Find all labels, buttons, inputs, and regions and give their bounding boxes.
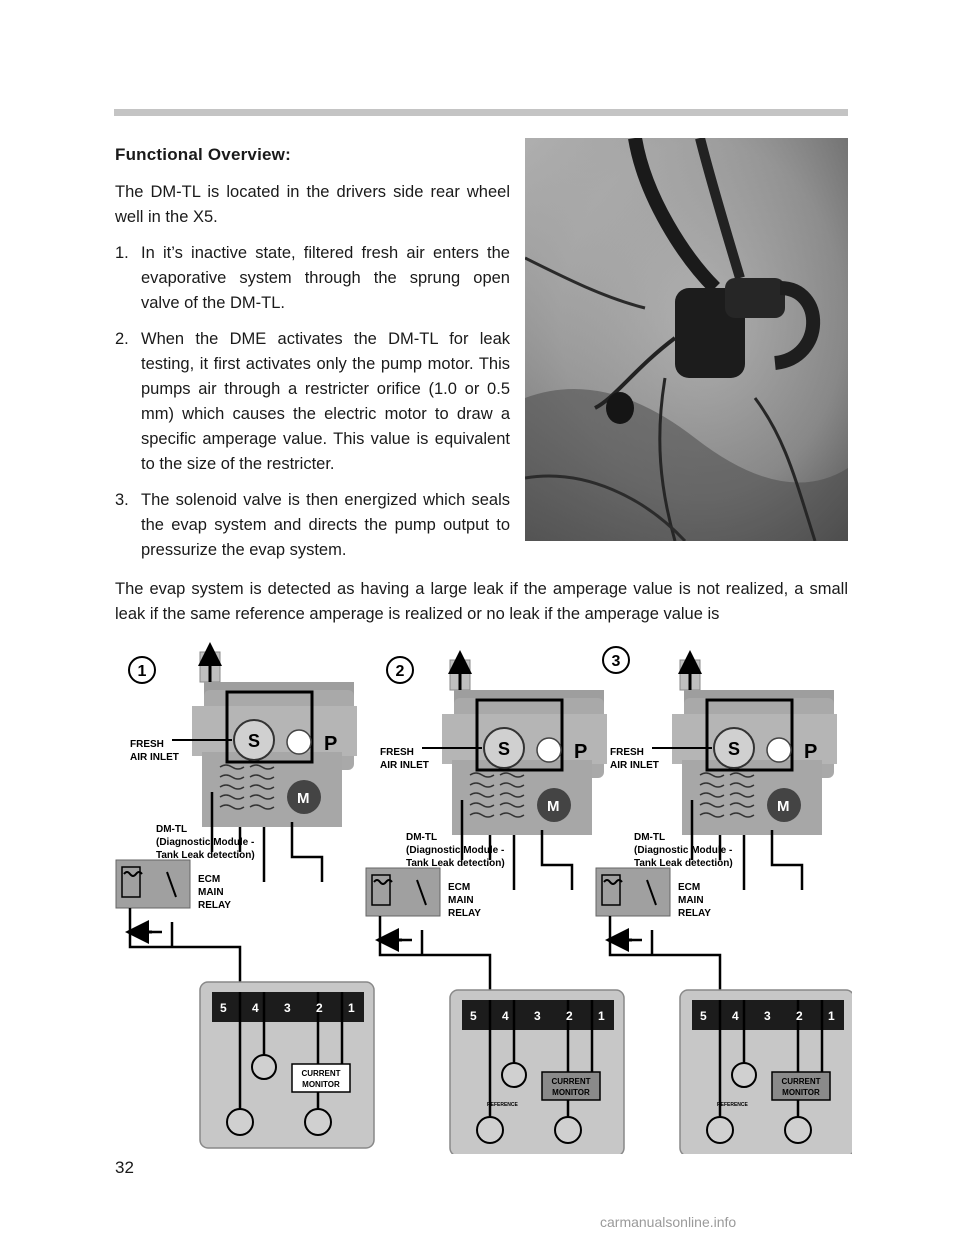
- svg-text:DM-TL: DM-TL: [406, 832, 438, 843]
- svg-text:5: 5: [220, 1001, 227, 1015]
- footer-watermark[interactable]: carmanualsonline.info: [600, 1214, 737, 1230]
- svg-text:1: 1: [598, 1009, 605, 1023]
- svg-text:2: 2: [796, 1009, 803, 1023]
- svg-text:S: S: [498, 739, 511, 759]
- dmtl-photo-image: [525, 138, 848, 541]
- svg-text:S: S: [728, 739, 741, 759]
- svg-text:FRESH: FRESH: [130, 739, 164, 750]
- svg-text:DM-TL: DM-TL: [634, 832, 666, 843]
- fresh-air-label-2: [380, 747, 429, 771]
- svg-text:CURRENT: CURRENT: [781, 1077, 821, 1086]
- svg-text:1: 1: [828, 1009, 835, 1023]
- list-item: [115, 488, 510, 563]
- svg-text:ECM: ECM: [678, 882, 701, 893]
- svg-text:1: 1: [137, 663, 147, 680]
- relay-label-2: [448, 882, 481, 919]
- dmtl-operation-diagrams: [112, 642, 852, 1154]
- svg-text:RELAY: RELAY: [198, 900, 231, 911]
- svg-text:P: P: [324, 733, 338, 755]
- svg-text:AIR INLET: AIR INLET: [380, 760, 429, 771]
- step-text: When the DME activates the DM-TL for leak testing, it first activates only the pump motor. This pumps air through a restricter orifice (1.0 or 0.5 mm) which causes the electric motor to draw a specific amperage value. This value is equivalent to the size of the restricter.: [141, 330, 510, 473]
- relay-label-1: [198, 874, 231, 911]
- top-rule: [114, 109, 848, 116]
- svg-text:DM-TL: DM-TL: [156, 824, 188, 835]
- step-number: 2.: [115, 330, 129, 348]
- intro-paragraph: The DM-TL is located in the drivers side rear wheel well in the X5.: [115, 183, 510, 226]
- svg-text:M: M: [777, 798, 790, 815]
- step-text: In it’s inactive state, filtered fresh air enters the evaporative system through the sprung open valve of the DM-TL.: [141, 244, 510, 312]
- dmtl-label-3: [634, 832, 733, 869]
- step-number: 3.: [115, 491, 129, 509]
- svg-text:4: 4: [732, 1009, 739, 1023]
- panel-number-3: [603, 647, 629, 673]
- svg-text:REFERENCE: REFERENCE: [717, 1102, 748, 1108]
- svg-text:AIR INLET: AIR INLET: [610, 760, 659, 771]
- relay-label-3: [678, 882, 711, 919]
- svg-text:2: 2: [395, 663, 405, 680]
- svg-text:MAIN: MAIN: [678, 895, 704, 906]
- svg-text:4: 4: [252, 1001, 259, 1015]
- current-monitor-1: [292, 1064, 350, 1092]
- dmtl-photo: [525, 138, 848, 541]
- svg-text:CURRENT: CURRENT: [301, 1069, 341, 1078]
- svg-text:ECM: ECM: [198, 874, 221, 885]
- svg-text:5: 5: [470, 1009, 477, 1023]
- svg-text:AIR INLET: AIR INLET: [130, 752, 179, 763]
- text-column: [115, 180, 510, 574]
- svg-text:MONITOR: MONITOR: [782, 1088, 820, 1097]
- panel-number-2: [387, 657, 413, 683]
- svg-text:MAIN: MAIN: [448, 895, 474, 906]
- svg-text:3: 3: [764, 1009, 771, 1023]
- svg-text:M: M: [297, 790, 310, 807]
- svg-text:MAIN: MAIN: [198, 887, 224, 898]
- section-heading: Functional Overview:: [115, 145, 291, 164]
- svg-text:Tank Leak detection): Tank Leak detection): [406, 858, 505, 869]
- svg-text:FRESH: FRESH: [610, 747, 644, 758]
- svg-text:Tank Leak detection): Tank Leak detection): [634, 858, 733, 869]
- step-number: 1.: [115, 244, 129, 262]
- svg-text:4: 4: [502, 1009, 509, 1023]
- svg-text:1: 1: [348, 1001, 355, 1015]
- svg-text:3: 3: [534, 1009, 541, 1023]
- svg-text:Tank Leak detection): Tank Leak detection): [156, 850, 255, 861]
- svg-text:FRESH: FRESH: [380, 747, 414, 758]
- svg-text:MONITOR: MONITOR: [302, 1080, 340, 1089]
- page-number: 32: [115, 1158, 134, 1177]
- svg-text:2: 2: [566, 1009, 573, 1023]
- list-item: [115, 327, 510, 477]
- panel-number-1: [129, 657, 155, 683]
- fresh-air-label-1: [130, 739, 179, 763]
- steps-list: [115, 241, 510, 563]
- svg-text:(Diagnostic Module -: (Diagnostic Module -: [634, 845, 733, 856]
- svg-text:3: 3: [611, 653, 621, 670]
- svg-text:REFERENCE: REFERENCE: [487, 1102, 518, 1108]
- svg-text:(Diagnostic Module -: (Diagnostic Module -: [406, 845, 505, 856]
- svg-text:RELAY: RELAY: [678, 908, 711, 919]
- svg-text:CURRENT: CURRENT: [551, 1077, 591, 1086]
- svg-text:3: 3: [284, 1001, 291, 1015]
- diagram-svg: [112, 642, 852, 1154]
- svg-text:5: 5: [700, 1009, 707, 1023]
- fresh-air-label-3: [610, 747, 659, 771]
- step-text: The solenoid valve is then energized which seals the evap system and directs the pump output to pressurize the evap system.: [141, 491, 510, 559]
- svg-text:S: S: [248, 731, 261, 751]
- svg-text:ECM: ECM: [448, 882, 471, 893]
- svg-text:RELAY: RELAY: [448, 908, 481, 919]
- svg-text:M: M: [547, 798, 560, 815]
- body-paragraph: The evap system is detected as having a large leak if the amperage value is not realized, a small leak if the same reference amperage is realized or no leak if the amperage value is: [115, 580, 848, 623]
- svg-text:(Diagnostic Module -: (Diagnostic Module -: [156, 837, 255, 848]
- svg-text:MONITOR: MONITOR: [552, 1088, 590, 1097]
- list-item: [115, 241, 510, 316]
- svg-text:P: P: [804, 741, 818, 763]
- svg-text:P: P: [574, 741, 588, 763]
- svg-text:2: 2: [316, 1001, 323, 1015]
